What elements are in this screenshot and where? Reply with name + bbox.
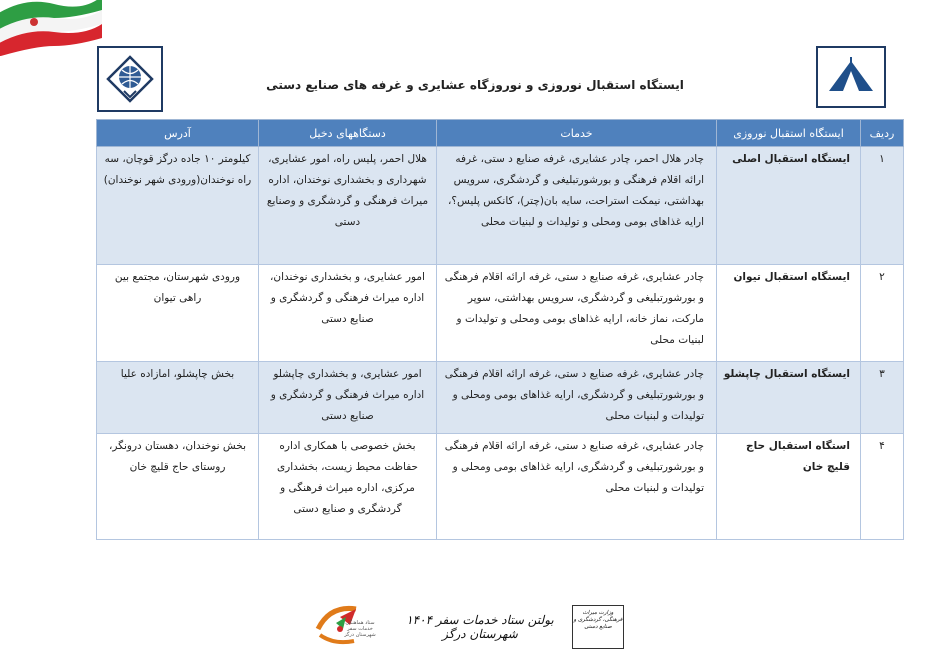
address-cell: بخش نوخندان، دهستان درونگر، روستای حاج قلیچ خان (97, 434, 259, 540)
table-header-row (97, 120, 904, 147)
organization-logo (97, 46, 163, 112)
row-number: ۴ (861, 434, 904, 540)
station-name: استگاه استقبال حاج قلیچ خان (717, 434, 861, 540)
table-row (97, 434, 904, 540)
footer-logo-text: ستاد هماهنگی خدمات سفر شهرستان درگز (344, 620, 376, 638)
row-number: ۲ (861, 265, 904, 362)
services-cell: چادر عشایری، غرفه صنایع د ستی، غرفه ارائه اقلام فرهنگی و بورشورتبلیغی و گردشگری، ارایه غذاهای بومی ومحلی و تولیدات و لبنیات محلی (437, 434, 717, 540)
station-name: ایستگاه استقبال اصلی (717, 147, 861, 265)
nomad-tent-logo (816, 46, 886, 108)
ministry-emblem-icon: وزارت میراث فرهنگی، گردشگری و صنایع دستی (572, 605, 624, 649)
globe-diamond-logo-icon (104, 53, 156, 105)
header-departments: دستگاههای دخیل (259, 120, 437, 147)
header-services: خدمات (437, 120, 717, 147)
footer-bulletin-text: بولتن ستاد خدمات سفر ۱۴۰۴ شهرستان درگز (406, 613, 554, 641)
departments-cell: امور عشایری، و بخشداری چاپشلو اداره میراث فرهنگی و گردشگری و صنایع دستی (259, 362, 437, 434)
tent-logo-icon (826, 57, 876, 97)
row-number: ۳ (861, 362, 904, 434)
page-title: ایستگاه استقبال نوروزی و نوروزگاه عشایری و غرفه های صنایع دستی (266, 78, 684, 92)
address-cell: ورودی شهرستان، مجتمع بین راهی تیوان (97, 265, 259, 362)
footer (300, 595, 640, 655)
station-name: ایستگاه استقبال تیوان (717, 265, 861, 362)
header-address: آدرس (97, 120, 259, 147)
table-row (97, 265, 904, 362)
table-row (97, 147, 904, 265)
address-cell: بخش چاپشلو، امازاده علیا (97, 362, 259, 434)
departments-cell: امور عشایری، و بخشداری نوخندان، اداره میراث فرهنگی و گردشگری و صنایع دستی (259, 265, 437, 362)
row-number: ۱ (861, 147, 904, 265)
services-cell: چادر عشایری، غرفه صنایع د ستی، غرفه ارائه اقلام فرهنگی و بورشورتبلیغی و گردشگری، سرویس بهداشتی، سوپر مارکت، نماز خانه، ارایه غذاهای بومی ومحلی و تولیدات و لبنیات محلی (437, 265, 717, 362)
departments-cell: هلال احمر، پلیس راه، امور عشایری، شهرداری و بخشداری نوخندان، اداره میراث فرهنگی و گردشگری و وصنایع دستی (259, 147, 437, 265)
address-cell: کیلومتر ۱۰ جاده درگز قوچان، سه راه نوخندان(ورودی شهر نوخندان) (97, 147, 259, 265)
header-station: ایستگاه استقبال نوروزی (717, 120, 861, 147)
header-row-no: ردیف (861, 120, 904, 147)
departments-cell: بخش خصوصی با همکاری اداره حفاظت محیط زیست، بخشداری مرکزی، اداره میراث فرهنگی و گردشگری و صنایع دستی (259, 434, 437, 540)
stations-table (96, 119, 903, 540)
table-row (97, 362, 904, 434)
services-cell: چادر عشایری، غرفه صنایع د ستی، غرفه ارائه اقلام فرهنگی و بورشورتبلیغی و گردشگری، ارایه غذاهای بومی ومحلی و تولیدات و لبنیات محلی (437, 362, 717, 434)
services-cell: چادر هلال احمر، چادر عشایری، غرفه صنایع د ستی، غرفه ارائه اقلام فرهنگی و بورشورتبلیغی و گردشگری، سرویس بهداشتی، نیمکت استراحت، سایه بان(چتر)، کانکس پلیس؟، ارایه غذاهای بومی ومحلی و تولیدات و لبنیات محلی (437, 147, 717, 265)
iran-flag-icon (0, 0, 102, 56)
station-name: ایستگاه استقبال چاپشلو (717, 362, 861, 434)
